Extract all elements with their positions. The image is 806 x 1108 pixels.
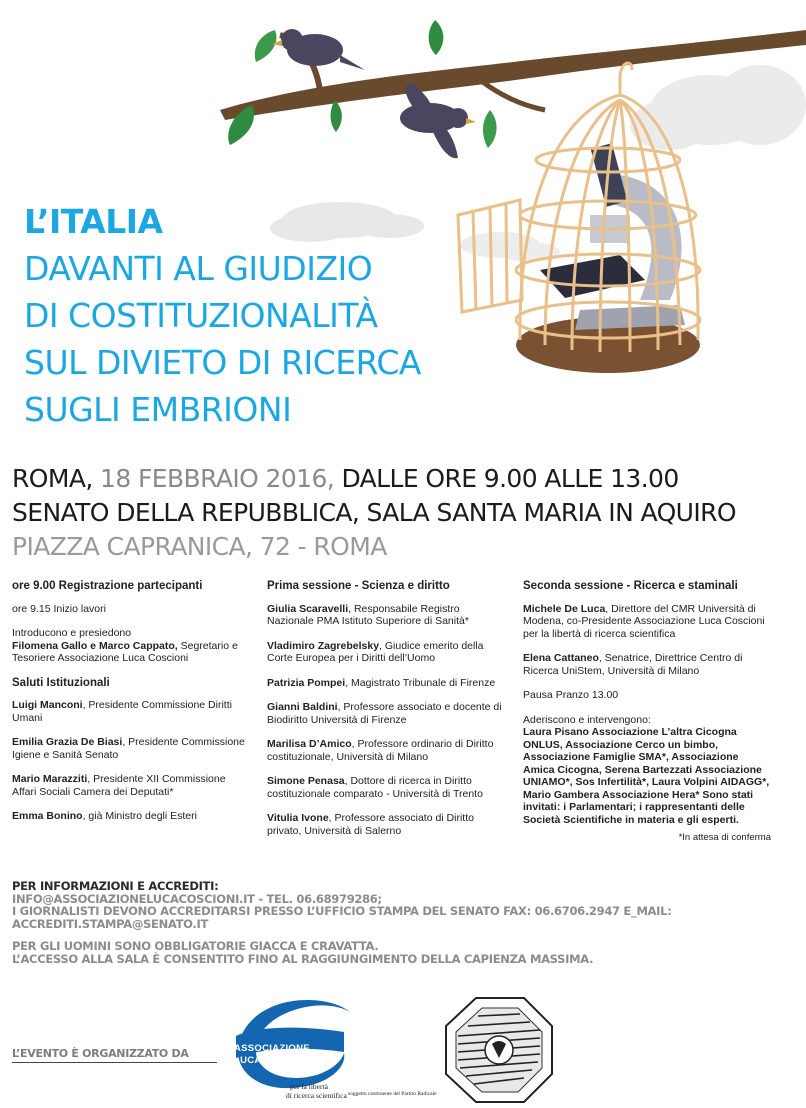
speaker-entry <box>12 773 250 798</box>
speaker-role: , Senatrice, Direttrice Centro di Ricerca UniStem, Università di Milano <box>523 652 743 677</box>
participants-list: Laura Pisano Associazione L’altra Cicogna ONLUS, Associazione Cerco un bimbo, Associazione Famiglie SMA*, Associazione Amica Cicogna, Serena Bartezzati Associazione UNIAMO*, Sos Infertilità*, Laura Volpini AIDAGG*, Mario Gambera Associazione Hera* Sono stati invitati: i Parlamentari; i rappresentanti delle Società Scientifiche in materia e gli esperti. <box>523 726 770 826</box>
date-line <box>12 462 802 496</box>
title-line-5: SUGLI EMBRIONI <box>24 390 292 429</box>
info-heading: PER INFORMAZIONI E ACCREDITI: <box>12 879 219 893</box>
speaker-name: Emma Bonino <box>12 810 83 822</box>
event-place: SENATO DELLA REPUBBLICA, SALA SANTA MARIA IN AQUIRO <box>12 498 736 527</box>
title-line-4: SUL DIVIETO DI RICERCA <box>24 343 421 382</box>
event-address: PIAZZA CAPRANICA, 72 - ROMA <box>12 532 387 561</box>
event-date: 18 FEBBRAIO 2016, <box>100 464 335 493</box>
venue-block <box>12 462 802 564</box>
speaker-entry <box>12 810 250 823</box>
logo-line-2: LUCACOSCIONI <box>234 1055 311 1066</box>
first-session-heading: Prima sessione - Scienza e diritto <box>267 580 450 592</box>
speaker-name: Luigi Manconi <box>12 699 83 711</box>
speaker-entry <box>12 736 250 761</box>
program-column-2 <box>267 580 507 849</box>
speaker-name: Marilisa D’Amico <box>267 738 352 750</box>
logo-line-1: ASSOCIAZIONE <box>234 1043 310 1054</box>
speaker-name: Gianni Baldini <box>267 701 338 713</box>
confirmation-note: *In attesa di conferma <box>678 832 771 843</box>
speaker-name: Vitulia Ivone <box>267 812 329 824</box>
logo-tagline-2: di ricerca scientifica <box>286 1091 347 1100</box>
speaker-entry <box>267 640 507 665</box>
speaker-role: , Magistrato Tribunale di Firenze <box>345 676 496 689</box>
participants-intro: Aderiscono e intervengono: <box>523 713 651 726</box>
speaker-role: , Presidente Commissione Diritti Umani <box>12 699 232 724</box>
speaker-role: , Giudice emerito della Corte Europea per i Diritti dell’Uomo <box>267 639 484 664</box>
speaker-role: , Professore associato e docente di Biodiritto Università di Firenze <box>267 701 502 726</box>
cloud-right <box>630 65 806 150</box>
speaker-role: , già Ministro degli Esteri <box>82 810 197 822</box>
chairs-names: Filomena Gallo e Marco Cappato, <box>12 639 178 652</box>
chairs-role: Segretario e Tesoriere Associazione Luca Coscioni <box>12 639 238 664</box>
speaker-entry <box>267 701 507 726</box>
info-block <box>12 880 792 965</box>
speaker-name: Giulia Scaravelli <box>267 602 349 615</box>
info-contact[interactable]: INFO@ASSOCIAZIONELUCACOSCIONI.IT - TEL. 06.68979286; <box>12 891 382 906</box>
title-line-3: DI COSTITUZIONALITÀ <box>24 296 378 335</box>
title-line-2: DAVANTI AL GIUDIZIO <box>24 249 373 288</box>
logo-tagline-1: per la libertà <box>290 1082 328 1091</box>
speaker-name: Michele De Luca <box>523 602 606 615</box>
speaker-entry <box>267 775 507 800</box>
program-column-1 <box>12 580 250 835</box>
logo-tagline-3: soggetto costituente del Partito Radicale <box>348 1091 437 1097</box>
title-line-1: L’ITALIA <box>24 202 163 241</box>
speaker-entry <box>523 652 771 677</box>
speaker-name: Vladimiro Zagrebelsky <box>267 639 380 652</box>
speaker-entry <box>267 738 507 763</box>
dress-code: PER GLI UOMINI SONO OBBLIGATORIE GIACCA E CRAVATTA. <box>12 939 379 953</box>
registration-heading: ore 9.00 Registrazione partecipanti <box>12 580 203 592</box>
speaker-role: , Professore associato di Diritto privato, Università di Salerno <box>267 812 474 837</box>
speaker-entry <box>267 812 507 837</box>
speaker-entry <box>523 603 771 641</box>
greetings-heading: Saluti Istituzionali <box>12 676 110 689</box>
event-title <box>24 198 494 433</box>
speaker-entry <box>267 677 507 690</box>
speaker-name: Patrizia Pompei <box>267 676 346 689</box>
start-time: ore 9.15 Inizio lavori <box>12 602 106 615</box>
bird-flying <box>400 84 476 159</box>
speaker-name: Simone Penasa <box>267 775 345 787</box>
lunch-break: Pausa Pranzo 13.00 <box>523 689 619 701</box>
organized-by-label: L’EVENTO È ORGANIZZATO DA <box>12 1047 217 1063</box>
speaker-entry <box>267 603 507 628</box>
access-note: L’ACCESSO ALLA SALA È CONSENTITO FINO AL RAGGIUNGIMENTO DELLA CAPIENZA MASSIMA. <box>12 951 594 966</box>
speaker-entry <box>12 699 250 724</box>
speaker-role: , Responsabile Registro Nazionale PMA Istituto Superiore di Sanità* <box>267 602 469 627</box>
speaker-role: , Direttore del CMR Università di Modena, co-Presidente Associazione Luca Coscioni per la libertà di ricerca scientifica <box>523 602 765 640</box>
speaker-role: , Presidente Commissione Igiene e Sanità Senato <box>12 736 245 761</box>
speaker-role: , Professore ordinario di Diritto costituzionale, Università di Milano <box>267 738 494 763</box>
speaker-role: , Presidente XII Commissione Affari Sociali Camera dei Deputati* <box>12 773 226 798</box>
speaker-name: Mario Marazziti <box>12 773 88 785</box>
speaker-role: , Dottore di ricerca in Diritto costituzionale comparato - Università di Trento <box>267 775 483 800</box>
speaker-name: Elena Cattaneo <box>523 652 599 664</box>
event-time: DALLE ORE 9.00 ALLE 13.00 <box>341 464 679 493</box>
info-press: I GIORNALISTI DEVONO ACCREDITARSI PRESSO L’UFFICIO STAMPA DEL SENATO FAX: 06.6706.2947 E_MAIL: <box>12 904 672 918</box>
program-column-3 <box>523 580 771 845</box>
info-press-email[interactable]: ACCREDITI.STAMPA@SENATO.IT <box>12 916 208 931</box>
second-session-heading: Seconda sessione - Ricerca e staminali <box>523 580 738 592</box>
partito-radicale-seal-icon <box>444 996 554 1104</box>
city: ROMA, <box>12 464 93 493</box>
chairs-block <box>12 627 250 665</box>
bird-top <box>272 29 365 70</box>
chairs-intro: Introducono e presiedono <box>12 627 132 639</box>
participants-block <box>523 714 771 827</box>
speaker-name: Emilia Grazia De Biasi <box>12 736 123 748</box>
